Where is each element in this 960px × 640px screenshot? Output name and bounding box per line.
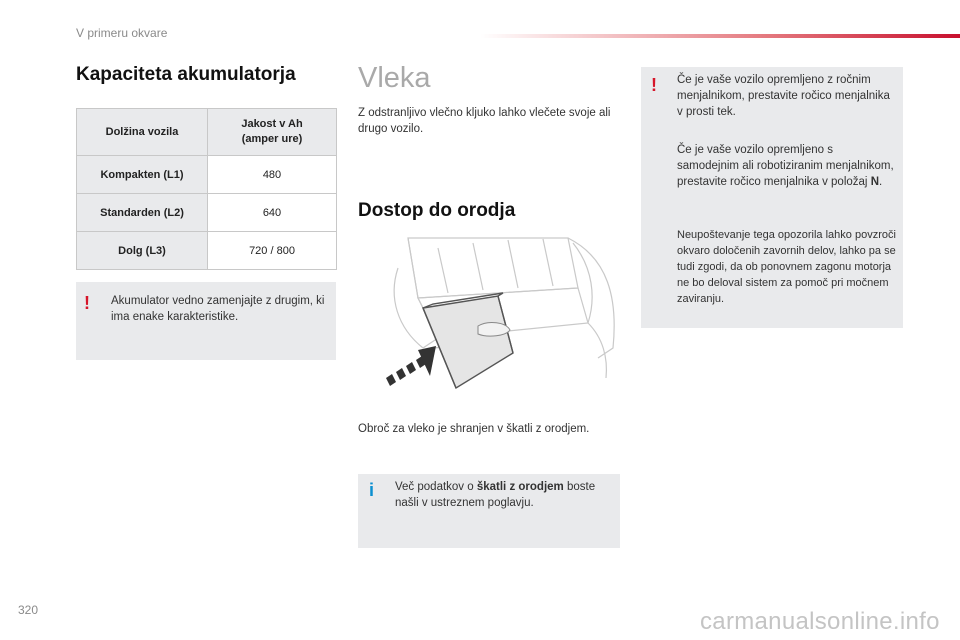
toolbox-illustration xyxy=(378,228,622,394)
warning-p2-end: . xyxy=(879,176,883,188)
header-accent-bar xyxy=(480,34,960,38)
info-text-before: Več podatkov o xyxy=(395,481,477,493)
warning-paragraph-1: Če je vaše vozilo opremljeno z ročnim menjalnikom, prestavite ročico menjalnika v prosti tek. xyxy=(677,74,890,118)
warning-p2-bold: N xyxy=(870,176,879,188)
toolbox-info-note xyxy=(358,474,620,548)
page-number: 320 xyxy=(18,603,39,617)
row-label: Kompakten (L1) xyxy=(77,156,208,194)
toolbox-info-text xyxy=(395,479,617,511)
row-label: Dolg (L3) xyxy=(77,232,208,270)
gearbox-warning-note xyxy=(641,67,903,328)
row-value: 480 xyxy=(208,156,337,194)
toolbox-caption: Obroč za vleko je shranjen v škatli z orodjem. xyxy=(358,423,590,435)
watermark: carmanualsonline.info xyxy=(700,608,940,635)
tools-title: Dostop do orodja xyxy=(358,200,516,221)
warning-paragraph-3: Neupoštevanje tega opozorila lahko povzroči okvaro določenih zavornih delov, lahko pa se tudi zgodi, da ob ponovnem zagonu motorja ne bo deloval sistem za pomoč pri močnem zaviranju. xyxy=(677,229,896,305)
warning-icon: ! xyxy=(651,75,657,95)
row-label: Standarden (L2) xyxy=(77,194,208,232)
warning-icon: ! xyxy=(84,293,90,313)
info-text-bold: škatli z orodjem xyxy=(476,481,564,493)
warning-paragraph-2 xyxy=(677,142,897,190)
towing-intro: Z odstranljivo vlečno kljuko lahko vlečete svoje ali drugo vozilo. xyxy=(358,107,611,135)
warning-p2-text: Če je vaše vozilo opremljeno s samodejnim ali robotiziranim menjalnikom, prestavite ročico menjalnika v položaj xyxy=(677,144,894,188)
table-header-row xyxy=(77,109,337,156)
column-header-capacity xyxy=(208,109,337,156)
row-value: 640 xyxy=(208,194,337,232)
column-header-capacity-text: Jakost v Ah (amper ure) xyxy=(241,118,303,145)
info-text-after: boste našli v ustreznem poglavju. xyxy=(395,481,596,509)
towing-title: Vleka xyxy=(358,62,431,94)
battery-note-text: Akumulator vedno zamenjajte z drugim, ki ima enake karakteristike. xyxy=(111,295,325,323)
table-row xyxy=(77,232,337,270)
row-value: 720 / 800 xyxy=(208,232,337,270)
battery-warning-note xyxy=(76,282,336,360)
battery-capacity-table xyxy=(76,108,337,270)
section-header: V primeru okvare xyxy=(76,26,168,40)
table-row xyxy=(77,156,337,194)
table-row xyxy=(77,194,337,232)
battery-title: Kapaciteta akumulatorja xyxy=(76,64,296,85)
column-header-length: Dolžina vozila xyxy=(77,109,208,156)
info-icon: i xyxy=(369,480,375,500)
